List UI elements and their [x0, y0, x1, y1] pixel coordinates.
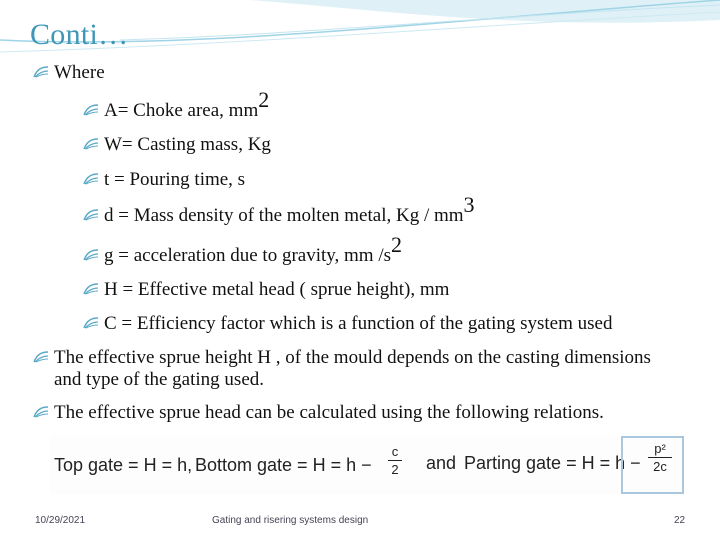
bullet-icon: [82, 172, 100, 186]
definition-item: [82, 279, 449, 301]
definition-sup: 2: [258, 87, 270, 112]
footer-subject: Gating and risering systems design: [212, 515, 369, 526]
definition-text: d = Mass density of the molten metal, Kg / mm: [104, 205, 464, 226]
fraction-denominator: 2: [391, 462, 399, 477]
formula-and-label: and: [426, 453, 457, 473]
bullet-icon: [32, 405, 50, 419]
definition-text: A= Choke area, mm: [104, 100, 259, 121]
slide-title: Conti…: [30, 18, 129, 51]
definition-sup: 3: [463, 192, 475, 217]
formula-bottom-gate: Bottom gate = H = h −: [195, 455, 372, 475]
where-label: Where: [54, 62, 105, 83]
definition-item: [82, 169, 245, 191]
bullet-icon: [82, 316, 100, 330]
bullet-icon: [32, 350, 50, 364]
paragraph-text: The effective sprue height H , of the mould depends on the casting dimensions and type of the gating used.: [54, 347, 651, 390]
formula-parting-gate: Parting gate = H = h −: [464, 453, 641, 473]
paragraph-text: The effective sprue head can be calculated using the following relations.: [54, 402, 604, 423]
definition-text: C = Efficiency factor which is a function of the gating system used: [104, 313, 613, 334]
bullet-icon: [82, 282, 100, 296]
definition-item: [82, 313, 612, 335]
bullet-icon: [82, 248, 100, 262]
definition-item: [82, 192, 475, 227]
definition-text: W= Casting mass, Kg: [104, 134, 271, 155]
definition-item: [82, 134, 271, 156]
bullet-icon: [82, 208, 100, 222]
definition-text: g = acceleration due to gravity, mm /s: [104, 245, 392, 266]
footer-date: 10/29/2021: [35, 515, 86, 526]
bullet-icon: [82, 103, 100, 117]
sprue-height-formula-image: [50, 436, 684, 494]
fraction-bar: [648, 457, 672, 458]
where-line: [32, 62, 105, 84]
paragraph-sprue-height: [32, 347, 674, 391]
formula-top-gate: Top gate = H = h,: [54, 455, 193, 475]
definition-text: H = Effective metal head ( sprue height), mm: [104, 279, 450, 300]
bullet-icon: [32, 65, 50, 79]
fraction-denominator: 2c: [653, 459, 667, 474]
bullet-icon: [82, 137, 100, 151]
footer-page-number: 22: [674, 515, 686, 526]
fraction-numerator: c: [391, 444, 399, 459]
formula-bottom-fraction: [388, 444, 402, 477]
paragraph-relations: [32, 402, 604, 424]
definition-text: t = Pouring time, s: [104, 169, 246, 190]
definition-item: [82, 87, 270, 122]
formula-parting-fraction: [648, 441, 672, 474]
definition-sup: 2: [391, 232, 403, 257]
definition-item: [82, 232, 403, 267]
fraction-bar: [388, 460, 402, 461]
fraction-numerator: p²: [654, 441, 666, 456]
